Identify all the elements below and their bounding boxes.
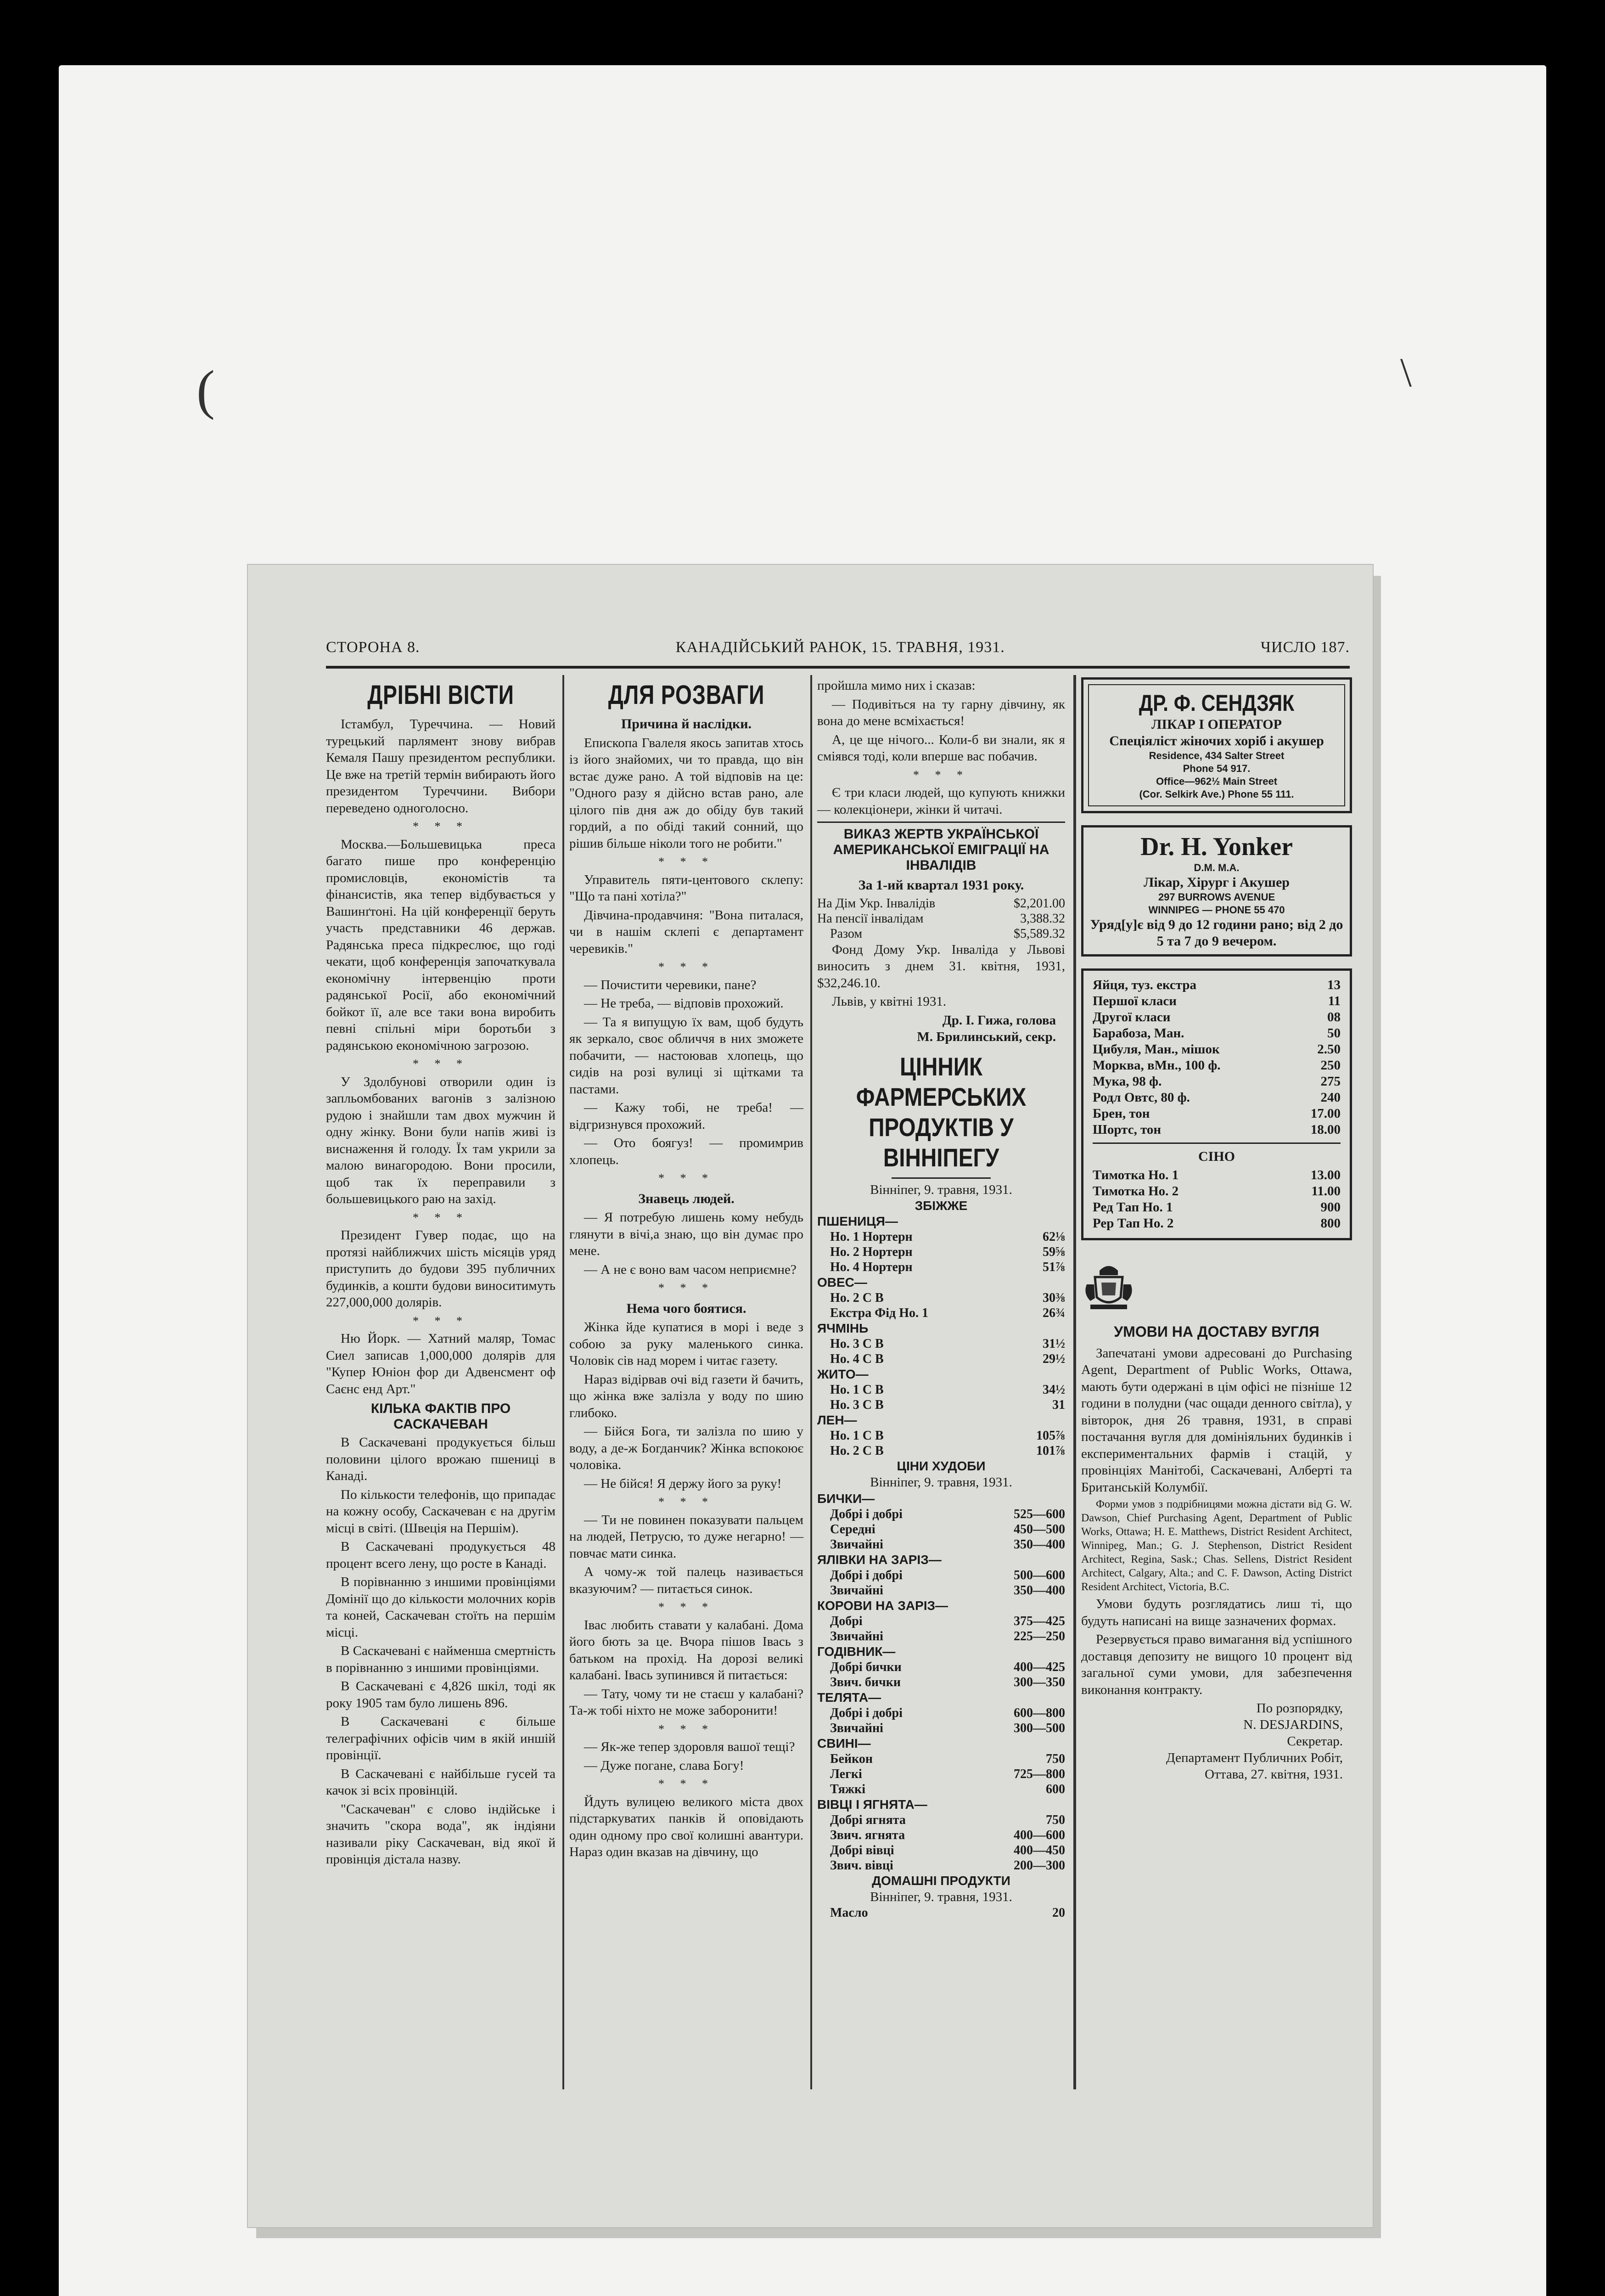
price-label: Середні	[830, 1522, 875, 1536]
price-value: 350—400	[1014, 1583, 1065, 1598]
separator: * * *	[413, 1057, 469, 1070]
price-value: 600	[1046, 1782, 1065, 1796]
separator: * * *	[413, 820, 469, 833]
article-paragraph: — Як-же тепер здоровля вашої тещі?	[584, 1739, 795, 1754]
article-paragraph: пройшла мимо них і сказав:	[817, 678, 976, 693]
category: ЖИТО—	[817, 1367, 869, 1381]
divider	[892, 1177, 991, 1179]
article-paragraph: Дівчина-продавчиня: "Вона питалася, чи в нашім склепі є департамент черевиків."	[569, 907, 803, 956]
price-row	[817, 1229, 1065, 1244]
price-row	[817, 1583, 1065, 1598]
column-rule	[810, 675, 812, 2089]
price-label: Тяжкі	[830, 1782, 865, 1796]
article-paragraph: — Ти не повинен показувати пальцем на людей, Петрусю, то дуже негарно! — повчає мати синка.	[569, 1512, 803, 1561]
article-paragraph: — Не бійся! Я держу його за руку!	[584, 1476, 782, 1491]
price-value: 17.00	[1310, 1106, 1341, 1121]
film-mark-left: (	[196, 359, 215, 420]
article-paragraph: У Здолбунові отворили один із запльомбованих вагонів з залізною рудою і знайшли там двох мужчин й одну жінку. Вони були напів живі із виснаження й голоду. Їх там укрили за малою винагородою. Вони просили, щоб так їх переправили з большевицького раю на захід.	[326, 1074, 556, 1206]
article-paragraph: — Ото боягуз! — промимрив хлопець.	[569, 1136, 803, 1167]
price-value: 11.00	[1311, 1183, 1341, 1199]
ad-line: 297 BURROWS AVENUE	[1158, 891, 1275, 903]
price-value: 750	[1046, 1812, 1065, 1827]
price-label: Добрі вівці	[830, 1843, 894, 1857]
donation-value: 3,388.32	[1020, 911, 1065, 926]
article-paragraph: Львів, у квітні 1931.	[832, 994, 947, 1009]
price-value: 2.50	[1317, 1042, 1341, 1057]
donation-value: $5,589.32	[1014, 926, 1065, 941]
price-row	[817, 1568, 1065, 1583]
page-number: СТОРОНА 8.	[326, 639, 420, 656]
price-value: 11	[1328, 994, 1341, 1008]
separator: * * *	[658, 1777, 714, 1790]
price-label: Екстра Фід Но. 1	[830, 1306, 928, 1320]
price-value: 200—300	[1014, 1858, 1065, 1873]
price-row	[1093, 1058, 1341, 1074]
column-ads	[1081, 677, 1352, 1783]
ad-title: ДР. Ф. СЕНДЗЯК	[1139, 690, 1295, 716]
price-label: Звичайні	[830, 1721, 883, 1735]
notice-paragraph: Запечатані умови адресовані до Purchasing Agent, Department of Public Works, Ottawa, мають бути одержані в цім офісі не пізніше 12 години в полудни (час ощади денного світла), у вівторок, дня 26 травня, 1931, в справі постачання вугля для домініяльних будинків і експериментальних фармів і стацій, у провінціях Манітобі, Саскачевані, Алберті та Британській Колумбії.	[1081, 1345, 1352, 1495]
separator: * * *	[413, 1314, 469, 1328]
price-value: 105⅞	[1036, 1429, 1065, 1443]
price-row	[1093, 1183, 1341, 1199]
subheading: За 1-ий квартал 1931 року.	[858, 878, 1024, 893]
donation-value: $2,201.00	[1014, 896, 1065, 911]
price-value: 59⅝	[1043, 1245, 1065, 1259]
price-value: 600—800	[1014, 1705, 1065, 1720]
article-paragraph: — Дуже погане, слава Богу!	[584, 1758, 744, 1773]
price-row	[817, 1721, 1065, 1736]
price-row	[1093, 1009, 1341, 1025]
price-value: 13.00	[1310, 1167, 1341, 1182]
price-value: 400—450	[1014, 1843, 1065, 1857]
category: ОВЕС—	[817, 1275, 867, 1289]
price-value: 375—425	[1014, 1614, 1065, 1628]
masthead-rule	[326, 666, 1350, 669]
article-paragraph: Є три класи людей, що купують книжки — колекціонери, жінки й читачі.	[817, 785, 1065, 817]
newspaper-title: КАНАДІЙСЬКИЙ РАНОК, 15. ТРАВНЯ, 1931.	[675, 639, 1005, 656]
price-row	[1093, 977, 1341, 993]
price-label: Но. 2 С В	[830, 1444, 884, 1458]
price-row	[817, 1260, 1065, 1275]
price-row	[1093, 1216, 1341, 1232]
price-label: Звич. ягнята	[830, 1828, 905, 1842]
heading-farm-prices: ЦІННИК ФАРМЕРСЬКИХ ПРОДУКТІВ У ВІННІПЕГУ	[856, 1052, 1027, 1172]
heading-for-fun: ДЛЯ РОЗВАГИ	[608, 680, 765, 710]
price-date: Вінніпег, 9. травня, 1931.	[870, 1889, 1012, 1904]
newspaper-page	[266, 597, 1364, 2204]
price-label: Брен, тон	[1093, 1106, 1150, 1121]
price-value: 250	[1320, 1058, 1341, 1073]
column-rule	[562, 675, 564, 2089]
price-label: Легкі	[830, 1767, 862, 1781]
ad-line: Лікар, Хірург і Акушер	[1144, 875, 1290, 890]
coat-of-arms-icon	[1081, 1261, 1136, 1312]
article-paragraph: Управитель пяти-центового склепу: "Що та пані хотіла?"	[569, 872, 803, 904]
article-paragraph: В Саскачевані є більше телеграфічних офісів чим в якій иншій провінції.	[326, 1714, 556, 1762]
article-paragraph: Президент Гувер подає, що на протязі найближчих шість місяців уряд приступить до будови 395 публичних будинків, а кошти будови виноситимуть 227,000,000 долярів.	[326, 1228, 556, 1310]
hay-title: СІНО	[1198, 1149, 1235, 1164]
donation-row	[817, 896, 1065, 911]
price-value: 500—600	[1014, 1568, 1065, 1582]
category: ЛЕН—	[817, 1413, 857, 1427]
price-label: Барабоза, Ман.	[1093, 1026, 1184, 1041]
price-value: 26¾	[1043, 1306, 1065, 1320]
price-label: Но. 3 С В	[830, 1337, 884, 1351]
article-paragraph: "Саскачеван" є слово індійське і значить "скора вода", як індіяни називали ріку Саскачеван, від якої й провінція дістала назву.	[326, 1801, 556, 1867]
price-row	[1093, 1167, 1341, 1183]
separator: * * *	[658, 1281, 714, 1294]
signature: М. Брилинський, секр.	[917, 1029, 1056, 1044]
article-paragraph: В порівнанню з иншими провінціями Домінії що до кількости молочних корів та коней, Саскачеван стоїть на першім місці.	[326, 1575, 556, 1640]
column-reports	[817, 677, 1065, 1920]
price-row	[817, 1382, 1065, 1397]
price-label: Добрі	[830, 1614, 863, 1628]
price-value: 900	[1320, 1199, 1341, 1215]
film-mark-right: \	[1400, 350, 1412, 395]
price-value: 300—500	[1014, 1721, 1065, 1735]
donation-label: Разом	[830, 926, 863, 941]
price-label: Яйця, туз. екстра	[1093, 978, 1197, 992]
price-label: Звичайні	[830, 1629, 883, 1643]
heading-saskatchewan-facts: КІЛЬКА ФАКТІВ ПРО САСКАЧЕВАН	[370, 1401, 511, 1432]
donation-row	[817, 911, 1065, 926]
price-value: 725—800	[1014, 1767, 1065, 1781]
separator: * * *	[658, 1495, 714, 1508]
notice-signature: По розпорядку,	[1256, 1701, 1343, 1716]
category: ВІВЦІ І ЯГНЯТА—	[817, 1797, 927, 1812]
category: ЯЧМІНЬ	[817, 1321, 869, 1335]
category: СВИНІ—	[817, 1736, 871, 1750]
category: ГОДІВНИК—	[817, 1644, 896, 1659]
price-value: 31	[1052, 1398, 1065, 1412]
category: ПШЕНИЦЯ—	[817, 1214, 898, 1228]
signature: Др. І. Гижа, голова	[942, 1013, 1056, 1028]
price-value: 20	[1052, 1906, 1065, 1920]
issue-number: ЧИСЛО 187.	[1260, 639, 1350, 656]
price-label: Тимотка Но. 2	[1093, 1183, 1179, 1199]
notice-paragraph: Умови будуть розглядатись лиш ті, що будуть написані на вище зазначених формах.	[1081, 1597, 1352, 1628]
price-value: 240	[1320, 1090, 1341, 1105]
separator: * * *	[913, 768, 969, 782]
article-paragraph: А, це ще нічого... Коли-б ви знали, як я сміявся тоді, коли вперше вас побачив.	[817, 732, 1065, 764]
article-paragraph: Фонд Дому Укр. Інваліда у Львові виносить з днем 31. квітня, 1931, $32,246.10.	[817, 942, 1065, 990]
article-paragraph: Москва.—Большевицька преса багато пише про конференцію промисловців, економістів та фінансистів, яка тепер відбувається у Вашинґтоні. На цій конференції беруть участь представники 46 держав. Радянська преса підкреслює, що годі чекати, щоб конференція започаткувала економічну інтервенцію проти радянської Росії, або економічний бойкот її, але все таки вона виробить певні спільні міри боротьби з радянською економічною загрозою.	[326, 837, 556, 1053]
price-row	[817, 1858, 1065, 1873]
ad-line: D.M. M.A.	[1194, 862, 1240, 873]
article-paragraph: В Саскачевані продукується 48 процент всего лену, що росте в Канаді.	[326, 1539, 556, 1571]
price-row	[817, 1629, 1065, 1644]
ad-line: Уряд[у]є від 9 до 12 години рано; від 2 до 5 та 7 до 9 вечером.	[1090, 917, 1343, 949]
price-value: 62⅛	[1043, 1230, 1065, 1244]
price-value: 350—400	[1014, 1537, 1065, 1552]
price-label: Бейкон	[830, 1751, 873, 1766]
separator: * * *	[658, 960, 714, 974]
separator: * * *	[413, 1210, 469, 1224]
price-row	[1093, 1074, 1341, 1090]
ad-line: Office—962½ Main Street	[1156, 776, 1278, 787]
price-row	[817, 1306, 1065, 1321]
ad-line: WINNIPEG — PHONE 55 470	[1148, 904, 1285, 916]
price-label: Но. 1 С В	[830, 1429, 884, 1443]
article-paragraph: Нараз відірвав очі від газети й бачить, що жінка вже залізла у воду по шию глибоко.	[569, 1372, 803, 1420]
price-label: Звичайні	[830, 1583, 883, 1598]
donation-label: На Дім Укр. Інвалідів	[817, 896, 936, 911]
article-paragraph: — Я потребую лишень кому небудь глянути в вічі,а знаю, що він думає про мене.	[569, 1210, 803, 1258]
masthead	[326, 634, 1350, 661]
price-value: 750	[1046, 1751, 1065, 1766]
price-value: 50	[1327, 1026, 1341, 1041]
ad-line: Residence, 434 Salter Street	[1149, 750, 1285, 761]
article-paragraph: Епископа Гвалеля якось запитав хтось із його знайомих, чи то правда, що він встає дуже рано. А той відповів на це: "Одного разу я дійсно встав рано, але цілого пів дня аж до обіду був такий гордий, а по обіді такий сонний, що рішив більше ніколи того не робити."	[569, 735, 803, 851]
price-row	[1093, 1090, 1341, 1106]
price-label: Но. 1 С В	[830, 1383, 884, 1397]
heading-small-news: ДРІБНІ ВІСТИ	[367, 680, 514, 710]
price-row	[817, 1767, 1065, 1782]
category-grain: ЗБІЖЖЕ	[915, 1199, 968, 1213]
price-value: 34½	[1043, 1383, 1065, 1397]
article-paragraph: — Не треба, — відповів прохожий.	[584, 996, 784, 1011]
price-label: Мука, 98 ф.	[1093, 1074, 1162, 1089]
article-paragraph: По кількости телефонів, що припадає на кожну особу, Саскачеван є на другім місці в світі. (Швеція на Першім).	[326, 1487, 556, 1536]
category: БИЧКИ—	[817, 1491, 875, 1506]
price-value: 800	[1320, 1216, 1341, 1231]
price-value: 101⅞	[1036, 1444, 1065, 1458]
price-row	[1093, 1025, 1341, 1041]
price-label: Ред Тап Но. 1	[1093, 1199, 1173, 1215]
price-label: Звич. вівці	[830, 1858, 893, 1873]
price-label: Добрі і добрі	[830, 1705, 903, 1720]
subheading: Причина й наслідки.	[621, 716, 752, 732]
article-paragraph: — Бійся Бога, ти залізла по шию у воду, а де-ж Богданчик? Жінка вспокоює чоловіка.	[569, 1424, 803, 1472]
category-home: ДОМАШНІ ПРОДУКТИ	[872, 1873, 1010, 1888]
price-row	[817, 1751, 1065, 1767]
price-value: 18.00	[1310, 1122, 1341, 1137]
price-row	[817, 1290, 1065, 1306]
article-paragraph: В Саскачевані продукується більш половини цілого врожаю пшениці в Канаді.	[326, 1435, 556, 1483]
ad-line: Спеціяліст жіночих хоріб і акушер	[1109, 733, 1324, 748]
price-label: Морква, вМн., 100 ф.	[1093, 1058, 1221, 1073]
article-paragraph: Ню Йорк. — Хатний маляр, Томас Сиел записав 1,000,000 долярів для "Купер Юніон фор ди Адвенсмент оф Саєнс енд Арт."	[326, 1331, 556, 1396]
article-paragraph: — Подивіться на ту гарну дівчину, як вона до мене всміхається!	[817, 697, 1065, 728]
price-row	[817, 1428, 1065, 1443]
produce-price-box	[1081, 968, 1352, 1240]
notice-title: УМОВИ НА ДОСТАВУ ВУГЛЯ	[1114, 1323, 1319, 1340]
price-row	[1093, 1041, 1341, 1058]
hay-prices	[1093, 1167, 1341, 1232]
article-paragraph: В Саскачевані є 4,826 шкіл, тоді як року 1905 там було лишень 896.	[326, 1679, 556, 1711]
price-label: Но. 3 С В	[830, 1398, 884, 1412]
price-value: 30⅜	[1043, 1291, 1065, 1305]
price-row	[817, 1812, 1065, 1828]
price-value: 31½	[1043, 1337, 1065, 1351]
price-row	[817, 1537, 1065, 1552]
column-rule	[1073, 675, 1076, 2089]
article-paragraph: В Саскачевані є найменша смертність в порівнанню з иншими провінціями.	[326, 1643, 556, 1675]
divider	[1093, 1142, 1341, 1144]
category-cattle: ЦІНИ ХУДОБИ	[897, 1459, 986, 1473]
price-label: Добрі бички	[830, 1660, 902, 1674]
price-label: Добрі ягнята	[830, 1812, 906, 1827]
donation-label: На пенсії інвалідам	[817, 911, 924, 926]
price-row	[817, 1443, 1065, 1458]
ad-dr-yonker	[1081, 825, 1352, 957]
notice-signature: Оттава, 27. квітня, 1931.	[1205, 1767, 1343, 1782]
price-row	[817, 1660, 1065, 1675]
price-label: Другої класи	[1093, 1010, 1171, 1024]
price-label: Но. 2 С В	[830, 1291, 884, 1305]
produce-prices	[1093, 977, 1341, 1138]
ad-line: (Cor. Selkirk Ave.) Phone 55 111.	[1139, 788, 1294, 800]
price-label: Родл Овтс, 80 ф.	[1093, 1090, 1190, 1105]
subheading: Нема чого боятися.	[626, 1300, 746, 1316]
price-value: 08	[1327, 1010, 1341, 1024]
price-row	[817, 1782, 1065, 1797]
price-label: Першої класи	[1093, 994, 1177, 1008]
separator: * * *	[658, 1722, 714, 1736]
separator: * * *	[658, 855, 714, 868]
price-value: 450—500	[1014, 1522, 1065, 1536]
price-row	[1093, 1199, 1341, 1216]
ad-line: Phone 54 917.	[1183, 763, 1251, 774]
price-row	[817, 1397, 1065, 1412]
notice-signature: Секретар.	[1287, 1734, 1343, 1749]
price-label: Добрі і добрі	[830, 1507, 903, 1521]
price-label: Масло	[830, 1906, 868, 1920]
price-value: 525—600	[1014, 1507, 1065, 1521]
heading-donations: ВИКАЗ ЖЕРТВ УКРАЇНСЬКОЇ АМЕРИКАНСЬКОЇ ЕМІГРАЦІЇ НА ІНВАЛІДІВ	[833, 827, 1049, 873]
separator: * * *	[658, 1600, 714, 1614]
article-paragraph: — Кажу тобі, не треба! — відгризнувся прохожий.	[569, 1100, 803, 1132]
price-row	[817, 1522, 1065, 1537]
price-label: Но. 4 Нортерн	[830, 1260, 913, 1274]
price-label: Шортс, тон	[1093, 1122, 1162, 1137]
price-value: 400—600	[1014, 1828, 1065, 1842]
column-humor	[569, 677, 803, 1863]
price-row	[817, 1705, 1065, 1721]
price-row	[817, 1675, 1065, 1690]
price-label: Тимотка Но. 1	[1093, 1167, 1179, 1182]
article-paragraph: — А не є воно вам часом неприємне?	[584, 1262, 797, 1277]
price-value: 29½	[1043, 1352, 1065, 1366]
price-row	[1093, 1122, 1341, 1138]
notice-paragraph: Резервується право вимагання від успішного доставця депозиту не вищого 10 процент від загальної суми умови, для забезпечення виконання контракту.	[1081, 1632, 1352, 1697]
price-row	[817, 1336, 1065, 1351]
price-value: 13	[1327, 978, 1341, 992]
price-row	[1093, 1106, 1341, 1122]
price-date: Вінніпег, 9. травня, 1931.	[870, 1475, 1012, 1490]
price-value: 51⅞	[1043, 1260, 1065, 1274]
ad-line: ЛІКАР І ОПЕРАТОР	[1151, 717, 1282, 732]
divider	[817, 822, 1065, 823]
article-paragraph: В Саскачевані є найбільше гусей та качок зі всіх провінцій.	[326, 1766, 556, 1798]
subheading: Знавець людей.	[638, 1191, 735, 1206]
price-label: Но. 2 Нортерн	[830, 1245, 913, 1259]
notice-paragraph: Форми умов з подрібницями можна дістати від G. W. Dawson, Chief Purchasing Agent, Department of Public Works, Ottawa; H. E. Matthews, District Resident Architect, Winnipeg, Man.; G. J. Stephenson, District Resident Architect, Regina, Sask.; Chas. Sellens, District Resident Architect, Calgary, Alta.; and C. F. Dawson, Acting District Resident Architect, Victoria, B.C.	[1081, 1498, 1352, 1593]
price-row	[817, 1828, 1065, 1843]
ad-dr-sendziak	[1081, 677, 1352, 813]
price-row	[817, 1244, 1065, 1260]
category: ТЕЛЯТА—	[817, 1690, 881, 1705]
article-paragraph: — Та я випущую їх вам, щоб будуть як зеркало, своє обличчя в них зможете побачити, — настоював хлопець, що сидів на розі вулиці зі щітками та пастами.	[569, 1014, 803, 1097]
category: КОРОВИ НА ЗАРІЗ—	[817, 1598, 948, 1613]
price-label: Но. 1 Нортерн	[830, 1230, 913, 1244]
price-value: 300—350	[1014, 1675, 1065, 1689]
price-label: Звич. бички	[830, 1675, 901, 1689]
column-news	[326, 677, 556, 1870]
price-row	[1093, 993, 1341, 1009]
price-row	[817, 1351, 1065, 1367]
price-value: 275	[1320, 1074, 1341, 1089]
article-paragraph: Істамбул, Туреччина. — Новий турецький парлямент знову вибрав Кемаля Пашу президентом республики. Це вже на третій термін вибирають його президентом Туреччини. Вибори переведено одноголосно.	[326, 717, 556, 816]
article-paragraph: — Тату, чому ти не стаєш у калабані? Та-ж тобі ніхто не може заборонити!	[569, 1686, 803, 1718]
notice-signature: N. DESJARDINS,	[1243, 1717, 1343, 1732]
donation-row	[817, 926, 1065, 941]
price-value: 225—250	[1014, 1629, 1065, 1643]
article-paragraph: Жінка йде купатися в морі і веде з собою за руку маленького синка. Чоловік сів над морем і читає газету.	[569, 1320, 803, 1368]
category: ЯЛІВКИ НА ЗАРІЗ—	[817, 1552, 942, 1567]
price-row	[817, 1843, 1065, 1858]
price-row	[817, 1614, 1065, 1629]
price-label: Но. 4 С В	[830, 1352, 884, 1366]
price-row	[817, 1507, 1065, 1522]
price-row	[817, 1905, 1065, 1920]
notice-signature: Департамент Публичних Робіт,	[1166, 1750, 1343, 1765]
article-paragraph: Івас любить ставати у калабані. Дома його бють за це. Вчора пішов Івась з батьком на прохід. На дорозі великі калабані. Івась зупинився й питається:	[569, 1617, 803, 1683]
article-paragraph: — Почистити черевики, пане?	[584, 977, 757, 992]
price-label: Звичайні	[830, 1537, 883, 1552]
article-paragraph: Йдуть вулицею великого міста двох підстаркуватих панків й оповідають один одному про свої колишні авантури. Нараз один вказав на дівчину, що	[569, 1794, 803, 1859]
price-label: Рер Тап Но. 2	[1093, 1216, 1174, 1231]
ad-title: Dr. H. Yonker	[1140, 833, 1293, 861]
price-date: Вінніпег, 9. травня, 1931.	[870, 1182, 1012, 1197]
article-paragraph: А чому-ж той палець називається вказуючим? — питається синок.	[569, 1564, 803, 1596]
price-label: Цибуля, Ман., мішок	[1093, 1042, 1220, 1057]
price-label: Добрі і добрі	[830, 1568, 903, 1582]
price-value: 400—425	[1014, 1660, 1065, 1674]
separator: * * *	[658, 1171, 714, 1185]
